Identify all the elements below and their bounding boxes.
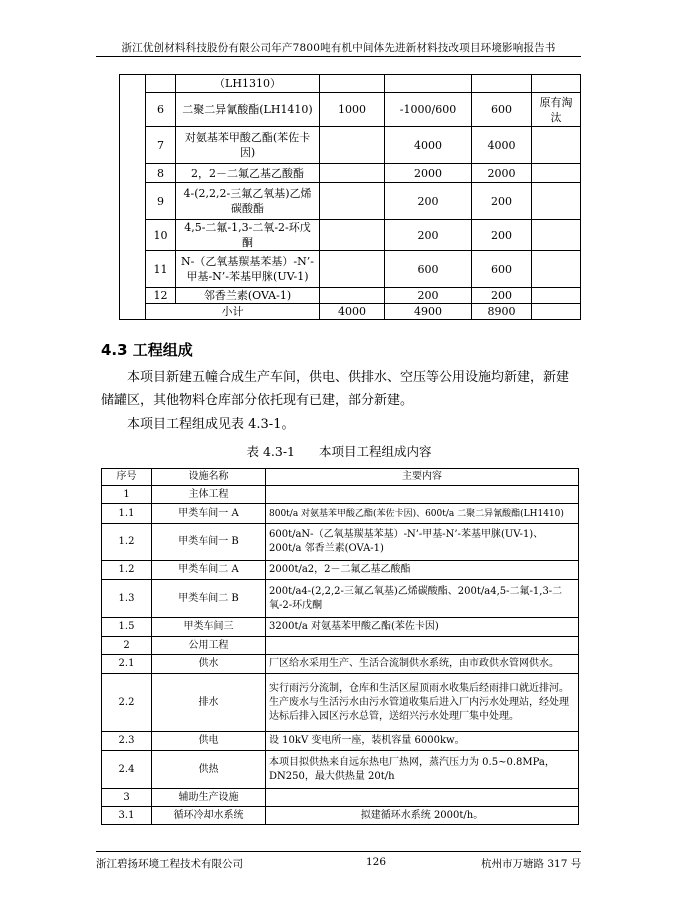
merged-category-cell [120, 75, 146, 320]
footer-rule [96, 851, 581, 852]
header-rule [96, 56, 581, 57]
table-row: 2.2 排水 实行雨污分流制，仓库和生活区屋顶雨水收集后经雨排口就近排河。生产废水与生活污水由污水管道收集后进入厂内污水处理站，经处理达标后排入园区污水总管，送绍兴污水处理厂集中处理。 [102, 674, 579, 732]
footer-address: 杭州市万塘路 317 号 [481, 858, 582, 870]
page-header: 浙江优创材料科技股份有限公司年产7800吨有机中间体先进新材料技改项目环境影响报告书 [121, 42, 556, 54]
table-row: 2.4 供热 本项目拟供热来自远东热电厂热网，蒸汽压力为 0.5~0.8MPa，DN250，最大供热量 20t/h [102, 751, 579, 789]
table-row: 6 二聚二异氰酸酯(LH1410) 1000 -1000/600 600 原有淘汰 [120, 93, 581, 127]
table-row: 3 辅助生产设施 [102, 789, 579, 807]
table-row: 1.1 甲类车间一 A 800t/a 对氨基苯甲酸乙酯(苯佐卡因)、600t/a 二聚二异氰酸酯(LH1410) [102, 504, 579, 524]
table-header-row: 序号 设施名称 主要内容 [102, 469, 579, 486]
table-row: 3.1 循环冷却水系统 拟建循环水系统 2000t/h。 [102, 807, 579, 825]
composition-table [101, 468, 579, 825]
table-row: 2 公用工程 [102, 637, 579, 655]
table-row: 8 2，2－二氟乙基乙酸酯 2000 2000 [120, 164, 581, 183]
paragraph: 本项目新建五幢合成生产车间，供电、供排水、空压等公用设施均新建，新建储罐区，其他物料仓库部分依托现有已建，部分新建。 [101, 370, 570, 408]
table-row: 1 主体工程 [102, 486, 579, 504]
subtotal-row: 小计 4000 4900 8900 [120, 304, 581, 320]
table-caption-number: 表 4.3-1 [246, 444, 295, 459]
product-table [119, 74, 581, 320]
table-caption [101, 442, 577, 460]
table-row: 1.2 甲类车间一 B 600t/aN-（乙氧基羰基苯基）-N’-甲基-N’-苯基甲脒(UV-1)、200t/a 邻香兰素(OVA-1) [102, 524, 579, 561]
page-number: 126 [366, 856, 387, 868]
table-row: 1.5 甲类车间三 3200t/a 对氨基苯甲酸乙酯(苯佐卡因) [102, 618, 579, 637]
paragraph: 本项目工程组成见表 4.3-1。 [127, 417, 295, 432]
footer-company: 浙江碧扬环境工程技术有限公司 [96, 858, 243, 870]
table-row: 12 邻香兰素(OVA-1) 200 200 [120, 288, 581, 304]
table-row: 1.3 甲类车间二 B 200t/a4-(2,2,2-三氟乙氧基)乙烯碳酸酯、200t/a4,5-二氟-1,3-二氧-2-环戊酮 [102, 580, 579, 618]
table-row: 2.1 供水 厂区给水采用生产、生活合流制供水系统，由市政供水管网供水。 [102, 655, 579, 674]
table-row: 10 4,5-二氟-1,3-二氧-2-环戊酮 200 200 [120, 220, 581, 251]
table-row: 11 N-（乙氧基羰基苯基）-N’-甲基-N’-苯基甲脒(UV-1) 600 600 [120, 251, 581, 288]
table-row: 9 4-(2,2,2-三氟乙氧基)乙烯碳酸酯 200 200 [120, 183, 581, 220]
section-title: 4.3 工程组成 [101, 341, 193, 359]
table-row: 2.3 供电 设 10kV 变电所一座，装机容量 6000kw。 [102, 732, 579, 751]
table-caption-title: 本项目工程组成内容 [319, 444, 432, 459]
table-row: 7 对氨基苯甲酸乙酯(苯佐卡因) 4000 4000 [120, 127, 581, 164]
table-row [120, 75, 581, 93]
table-row: 1.2 甲类车间二 A 2000t/a2，2－二氟乙基乙酸酯 [102, 561, 579, 580]
continuation-label: （LH1310） [176, 75, 320, 93]
